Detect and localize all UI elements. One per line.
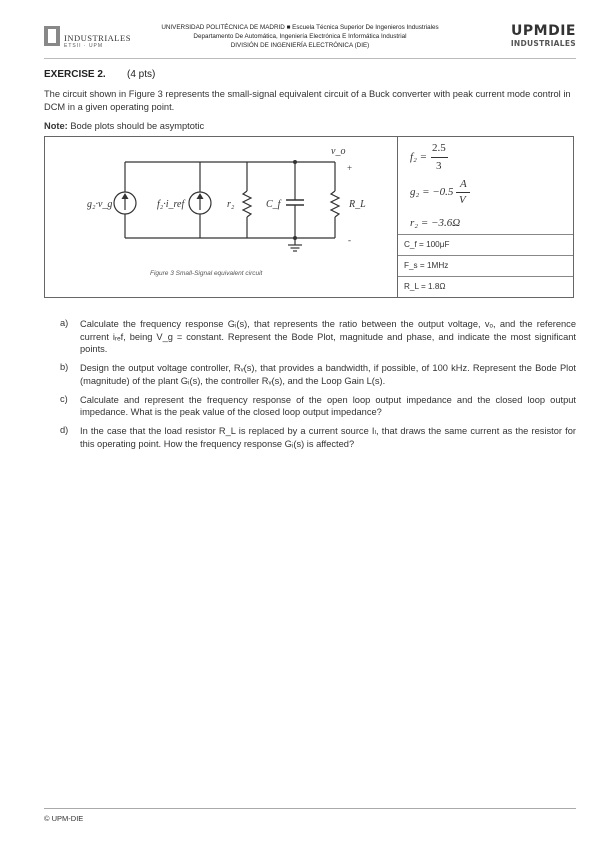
header-institution: [150, 24, 450, 50]
param-rl: R_L = 1.8Ω: [398, 276, 573, 297]
f2-fraction-bar: [431, 157, 448, 158]
question-d: [60, 425, 576, 450]
question-list: [60, 318, 576, 456]
cf-label: C_f: [266, 199, 281, 210]
param-r2: r₂ = −3.6Ω: [410, 217, 461, 229]
current-source-1: [114, 162, 136, 238]
footer-copyright: © UPM-DIE: [44, 814, 84, 823]
resistor-r2: [243, 162, 251, 238]
footer-divider: [44, 808, 576, 809]
note-text: Bode plots should be asymptotic: [67, 121, 205, 131]
current-source-2: [189, 162, 211, 238]
g2-fraction-bar: [456, 192, 470, 193]
upmdie-logo-subtitle: INDUSTRIALES: [510, 39, 576, 48]
ground-icon: [288, 238, 302, 251]
source1-label: g₂·v_g: [87, 199, 113, 210]
exercise-points: (4 pts): [127, 69, 156, 80]
question-text: Calculate and represent the frequency response of the open loop output impedance and the closed loop output impedance. What is the peak value of the closed loop output impedance?: [80, 394, 576, 418]
exercise-title: EXERCISE 2.: [44, 69, 106, 80]
minus-label: -: [348, 235, 351, 245]
upmdie-logo-title: UPMDIE: [511, 23, 576, 39]
question-text: Calculate the frequency response Gᵢ(s), that represents the ratio between the output voltage, vₒ, and the reference current iᵣₑf, being V_g = constant. Represent the Bode Plot, magnitude and phase, and indicate the most significant points.: [80, 319, 576, 355]
question-a: [60, 318, 576, 356]
circuit-diagram: [45, 137, 397, 297]
header-line-3: DIVISIÓN DE INGENIERÍA ELECTRÓNICA (DIE): [230, 41, 370, 49]
rl-label: R_L: [349, 199, 366, 210]
question-label: b): [60, 362, 69, 373]
vo-label: v_o: [331, 146, 346, 157]
top-node: [293, 160, 297, 164]
logo-left-title: INDUSTRIALES: [64, 33, 131, 43]
question-label: c): [60, 393, 68, 404]
question-text: Design the output voltage controller, Rᵥ(s), that provides a bandwidth, if possible, of 100 kHz. Represent the Bode Plot (magnitude) of the plant Gᵢ(s), the controller Rᵥ(s), and the Loop Gain L(s).: [80, 363, 576, 386]
param-fs: F_s = 1MHz: [398, 255, 573, 276]
header-line-1: UNIVERSIDAD POLITÉCNICA DE MADRID ■ Escuela Técnica Superior De Ingenieros Industriales: [161, 24, 439, 31]
logo-mark-icon: [44, 26, 60, 46]
question-c: [60, 394, 576, 419]
plus-label: +: [347, 163, 353, 173]
question-b: [60, 362, 576, 387]
question-label: d): [60, 424, 69, 435]
upmdie-logo: [500, 24, 576, 48]
capacitor-cf: [286, 162, 304, 238]
figure-caption: Figure 3 Small-Signal equivalent circuit: [150, 270, 263, 277]
exercise-intro: The circuit shown in Figure 3 represents the small-signal equivalent circuit of a Buck converter with peak current mode control in DCM in a given operating point.: [44, 89, 571, 113]
param-f2: f₂ = 2.5 3: [398, 140, 573, 178]
question-label: a): [60, 318, 69, 328]
header-divider: [44, 58, 576, 59]
source2-label: f₂·i_ref: [157, 199, 185, 210]
param-cf: C_f = 100μF: [398, 234, 573, 255]
industriales-logo: [44, 24, 144, 52]
exercise-note: [44, 121, 204, 131]
header-line-2: Departamento De Automática, Ingeniería Electrónica E Informática Industrial: [193, 32, 407, 40]
logo-left-subtitle: ETSII · UPM: [64, 43, 104, 49]
note-label: Note:: [44, 121, 68, 131]
param-g2: g₂ = −0.5 A V: [398, 178, 573, 212]
resistor-rl: [331, 162, 339, 238]
question-text: In the case that the load resistor R_L is replaced by a current source Iₗ, that draws the same current as the resistor for this operating point. How the frequency response Gᵢ(s) is affected?: [80, 425, 576, 449]
r2-label: r₂: [227, 199, 235, 210]
